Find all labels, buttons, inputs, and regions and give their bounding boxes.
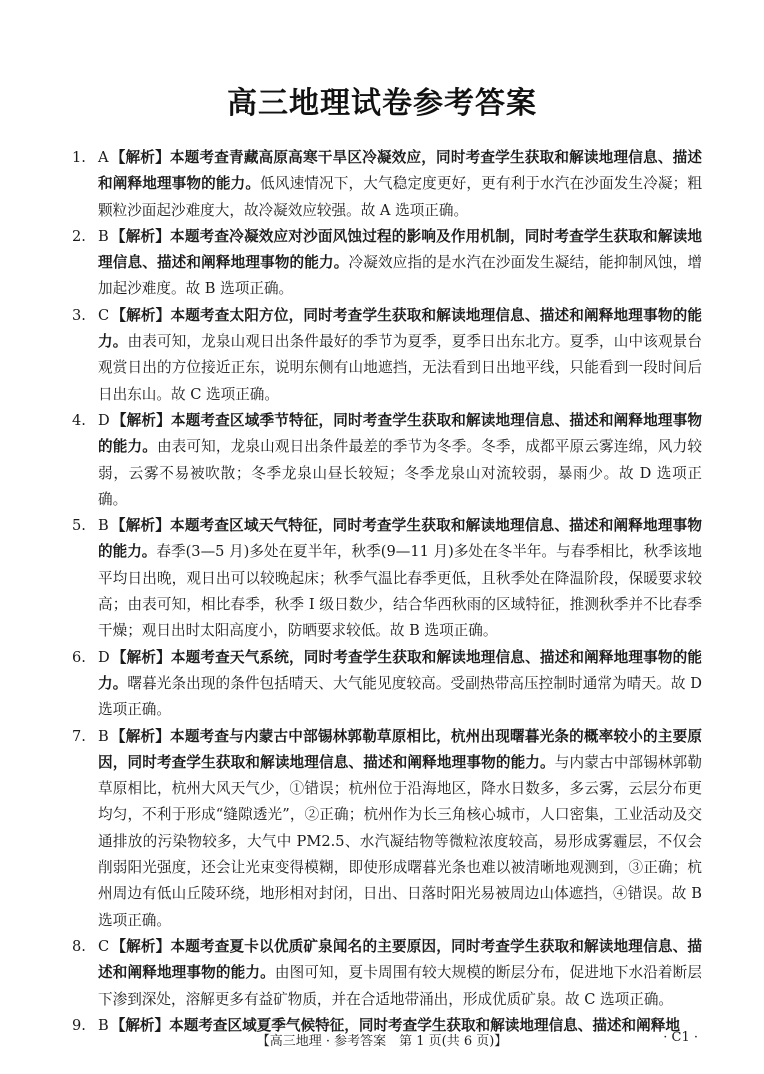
item-number: 2. [72,227,86,245]
analysis-tag: 【解析】 [111,937,171,955]
answer-list [72,145,702,1039]
analysis-topic: 本题考查太阳方位，同时考查学生获取和解读地理信息、描述和阐释地理事物的能力。 [98,306,702,351]
answer-choice: B [98,227,109,245]
item-number: 6. [72,648,86,666]
analysis-topic: 本题考查夏卡以优质矿泉闻名的主要原因，同时考查学生获取和解读地理信息、描述和阐释地理事物的能力。 [98,937,702,982]
analysis-body: 与内蒙古中部锡林郭勒草原相比，杭州大风天气少，①错误；杭州位于沿海地区，降水日数多，多云雾，云层分布更均匀，不利于形成“缝隙透光”，②正确；杭州作为长三角核心城市，人口密集，工业活动及交通排放的污染物较多，大气中 PM2.5、水汽凝结物等微粒浓度较高，易形成雾霾层，不仅会削弱阳光强度，还会让光束变得模糊，即使形成曙暮光条也难以被清晰地观测到，③正确；杭州周边有低山丘陵环绕，地形相对封闭，日出、日落时阳光易被周边山体遮挡，④错误。故 B 选项正确。 [98,753,702,929]
item-number: 8. [72,937,86,955]
analysis-tag: 【解析】 [110,517,171,535]
analysis-body: 由表可知，龙泉山观日出条件最差的季节为冬季。冬季，成都平原云雾连绵，风力较弱，云雾不易被吹散；冬季龙泉山昼长较短；冬季龙泉山对流较弱，暴雨少。故 D 选项正确。 [98,438,702,508]
answer-item-5 [72,513,702,644]
answer-item-7 [72,724,702,934]
answer-choice: C [98,306,110,324]
analysis-topic: 本题考查区域天气特征，同时考查学生获取和解读地理信息、描述和阐释地理事物的能力。 [98,517,702,561]
analysis-topic: 本题考查区域夏季气候特征，同时考查学生获取和解读地理信息、描述和阐释地 [169,1016,680,1034]
item-number: 3. [72,306,86,324]
analysis-tag: 【解析】 [110,227,171,245]
analysis-body: 由图可知，夏卡周围有较大规模的断层分布，促进地下水沿着断层下渗到深处，溶解更多有益矿物质，并在合适地带涌出，形成优质矿泉。故 C 选项正确。 [98,964,702,1008]
answer-choice: B [98,1016,109,1034]
analysis-tag: 【解析】 [111,411,171,429]
answer-choice: D [98,411,110,429]
page-code: · C1 · [663,1030,698,1045]
analysis-tag: 【解析】 [111,306,171,324]
answer-choice: B [98,727,109,745]
item-number: 7. [72,727,86,745]
page-footer: 【高三地理 · 参考答案 第 1 页(共 6 页)】 [256,1034,508,1049]
analysis-body: 冷凝效应指的是水汽在沙面发生凝结，能抑制风蚀，增加起沙难度。故 B 选项正确。 [98,254,702,298]
item-number: 4. [72,411,86,429]
answer-choice: C [98,937,110,955]
answer-item-3 [72,303,702,408]
analysis-body: 曙暮光条出现的条件包括晴天、大气能见度较高。受副热带高压控制时通常为晴天。故 D 选项正确。 [98,674,702,719]
analysis-topic: 本题考查天气系统，同时考查学生获取和解读地理信息、描述和阐释地理事物的能力。 [98,648,702,692]
answer-choice: D [98,648,110,666]
item-number: 9. [72,1016,86,1034]
item-number: 1. [72,149,86,166]
analysis-tag: 【解析】 [110,727,171,745]
answer-item-2 [72,224,702,303]
analysis-topic: 本题考查冷凝效应对沙面风蚀过程的影响及作用机制，同时考查学生获取和解读地理信息、描述和阐释地理事物的能力。 [98,227,702,272]
answer-item-8 [72,934,702,1013]
analysis-body: 春季(3—5 月)多处在夏半年，秋季(9—11 月)多处在冬半年。与春季相比，秋季该地平均日出晚，观日出可以较晚起床；秋季气温比春季更低，且秋季处在降温阶段，保暖要求较高；由表可知，相比春季，秋季 I 级日数少，结合华西秋雨的区域特征，推测秋季并不比春季干燥；观日出时太阳高度小，防晒要求较低。故 B 选项正确。 [98,543,702,640]
analysis-body: 低风速情况下，大气稳定度更好，更有利于水汽在沙面发生冷凝；粗颗粒沙面起沙难度大，故冷凝效应较强。故 A 选项正确。 [98,175,702,219]
answer-choice: B [98,517,109,535]
analysis-tag: 【解析】 [110,149,170,166]
answer-item-6 [72,645,702,724]
analysis-topic: 本题考查区域季节特征，同时考查学生获取和解读地理信息、描述和阐释地理事物的能力。 [98,411,702,456]
analysis-tag: 【解析】 [110,1016,170,1034]
analysis-topic: 本题考查与内蒙古中部锡林郭勒草原相比，杭州出现曙暮光条的概率较小的主要原因，同时考查学生获取和解读地理信息、描述和阐释地理事物的能力。 [98,727,702,771]
page-title: 高三地理试卷参考答案 [227,86,537,121]
answer-item-1 [72,145,702,224]
analysis-tag: 【解析】 [111,648,171,666]
answer-item-4 [72,408,702,513]
analysis-body: 由表可知，龙泉山观日出条件最好的季节为夏季，夏季日出东北方。夏季，山中该观景台观赏日出的方位接近正东，说明东侧有山地遮挡，无法看到日出地平线，只能看到一段时间后日出东山。故 C 选项正确。 [98,333,702,403]
analysis-topic: 本题考查青藏高原高寒干旱区冷凝效应，同时考查学生获取和解读地理信息、描述和阐释地理事物的能力。 [98,149,702,193]
item-number: 5. [72,517,86,535]
answer-choice: A [98,149,109,166]
